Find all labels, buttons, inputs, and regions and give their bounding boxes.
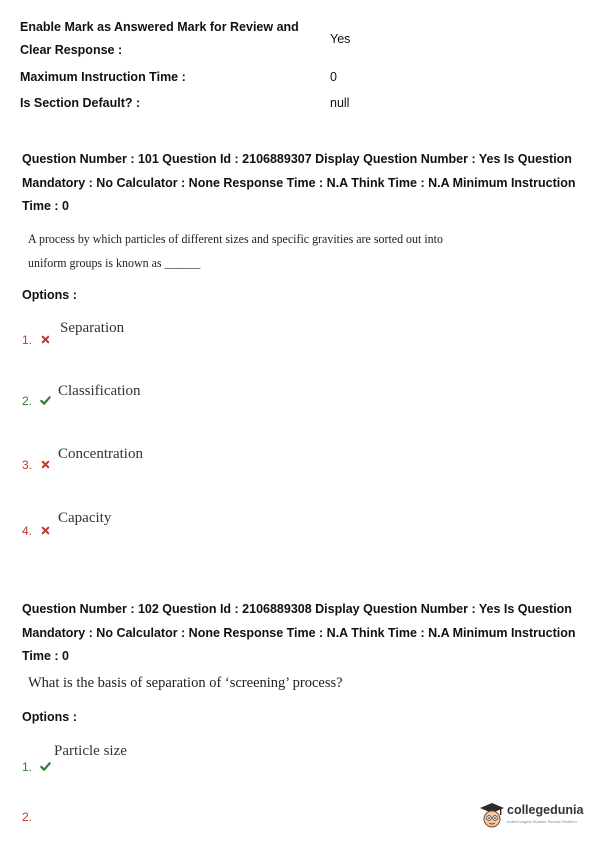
- check-icon: [40, 395, 51, 406]
- section-default-value: null: [330, 96, 350, 110]
- option-item[interactable]: [22, 522, 51, 540]
- option-number: 2.: [22, 394, 33, 408]
- cross-icon: [40, 525, 51, 536]
- check-icon: [40, 761, 51, 772]
- question-text: What is the basis of separation of ‘screening’ process?: [28, 675, 343, 691]
- options-label: Options :: [22, 288, 77, 302]
- question-header: Question Number : 102 Question Id : 2106889308 Display Question Number : Yes Is Question Mandatory : No Calculator : None Response Time : N.A Think Time : N.A Minimum Instruction Time : 0: [22, 602, 576, 663]
- graduate-mascot-icon: [479, 802, 505, 830]
- max-instruction-value: 0: [330, 70, 337, 84]
- enable-mark-label: Enable Mark as Answered Mark for Review and Clear Response :: [20, 20, 299, 57]
- enable-mark-value: Yes: [330, 32, 351, 46]
- option-text: Particle size: [54, 743, 127, 759]
- cross-icon: [40, 459, 51, 470]
- option-item[interactable]: [22, 456, 51, 474]
- collegedunia-logo: [479, 798, 587, 834]
- max-instruction-label: Maximum Instruction Time :: [20, 70, 186, 84]
- option-text: Classification: [58, 383, 141, 399]
- option-item[interactable]: [22, 758, 51, 776]
- question-text: A process by which particles of different sizes and specific gravities are sorted out into uniform groups is known as ______: [28, 231, 443, 270]
- options-label: Options :: [22, 710, 77, 724]
- section-default-label: Is Section Default? :: [20, 96, 141, 110]
- logo-name: collegedunia: [507, 803, 584, 817]
- option-number: 3.: [22, 458, 33, 472]
- question-header: Question Number : 101 Question Id : 2106889307 Display Question Number : Yes Is Question Mandatory : No Calculator : None Response Time : N.A Think Time : N.A Minimum Instruction Time : 0: [22, 152, 576, 213]
- option-number: 1.: [22, 333, 33, 347]
- option-text: Capacity: [58, 510, 112, 526]
- option-number: 1.: [22, 760, 33, 774]
- option-item[interactable]: [22, 808, 32, 826]
- option-item[interactable]: [22, 331, 51, 349]
- option-text: Separation: [60, 320, 125, 336]
- option-number: 4.: [22, 524, 33, 538]
- option-text: Concentration: [58, 446, 143, 462]
- option-item[interactable]: [22, 392, 51, 410]
- option-number: 2.: [22, 810, 33, 824]
- cross-icon: [40, 334, 51, 345]
- logo-tagline: India's largest Student Review Platform: [507, 819, 577, 824]
